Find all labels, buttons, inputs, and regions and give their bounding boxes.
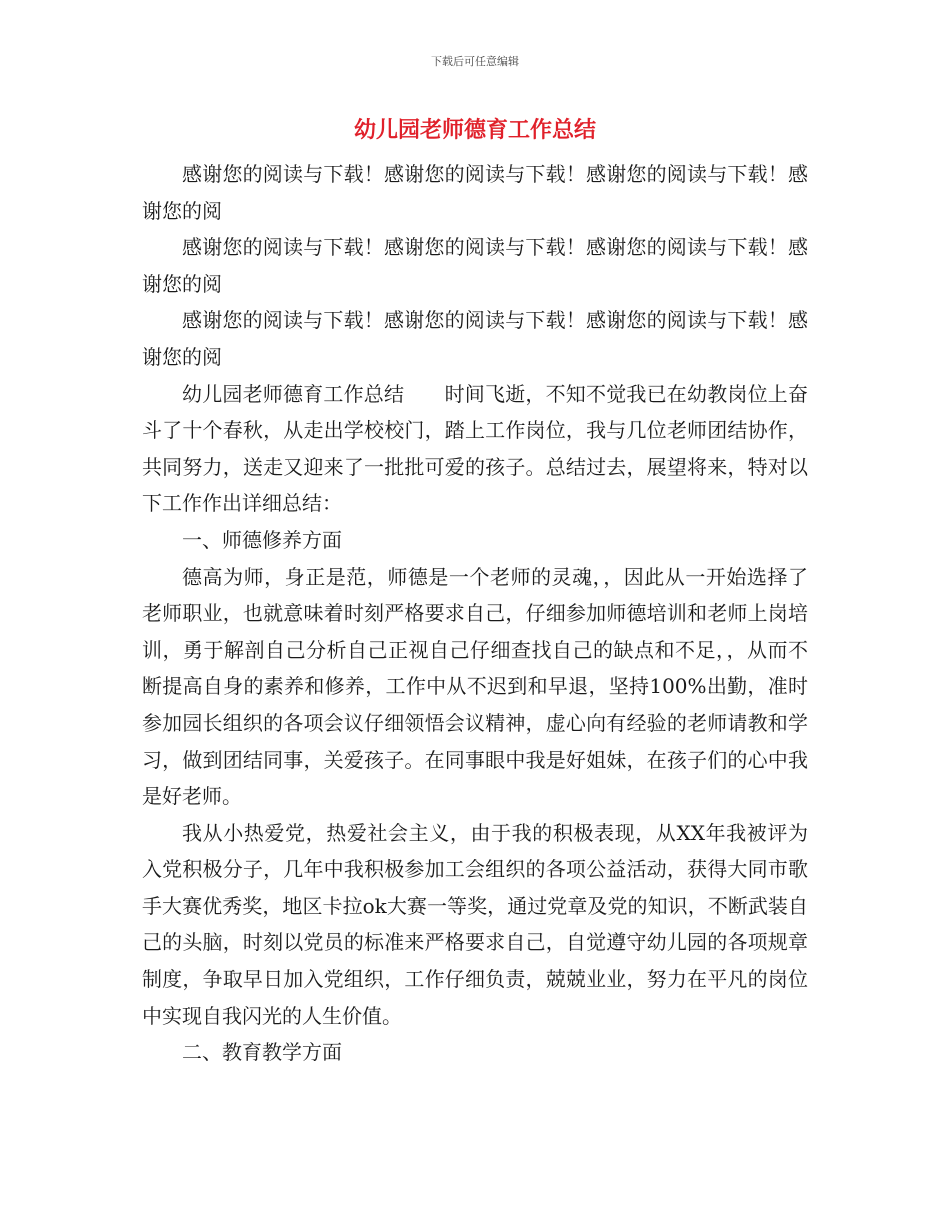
paragraph-party: 我从小热爱党，热爱社会主义，由于我的积极表现，从XX年我被评为入党积极分子，几年中我积极参加工会组织的各项公益活动，获得大同市歌手大赛优秀奖，地区卡拉ok大赛一等奖，通过党章及党的知识，不断武装自己的头脑，时刻以党员的标准来严格要求自己，自觉遵守幼儿园的各项规章制度，争取早日加入党组织，工作仔细负责，兢兢业业，努力在平凡的岗位中实现自我闪光的人生价值。 [142,820,808,1028]
page-header: 下载后可任意编辑 [431,55,519,68]
document-title: 幼儿园老师德育工作总结 [353,118,596,143]
paragraph-thanks-3: 感谢您的阅读与下载！感谢您的阅读与下载！感谢您的阅读与下载！感谢您的阅 [142,308,808,369]
section-heading-teaching: 二、教育教学方面 [182,1040,342,1065]
paragraph-thanks-2: 感谢您的阅读与下载！感谢您的阅读与下载！感谢您的阅读与下载！感谢您的阅 [142,235,808,296]
paragraph-ethics: 德高为师，身正是范，师德是一个老师的灵魂，，因此从一开始选择了老师职业，也就意味着时刻严格要求自己，仔细参加师德培训和老师上岗培训，勇于解剖自己分析自己正视自己仔细查找自己的缺点和不足，，从而不断提高自身的素养和修养，工作中从不迟到和早退，坚持100%出勤，准时参加园长组织的各项会议仔细领悟会议精神，虚心向有经验的老师请教和学习，做到团结同事，关爱孩子。在同事眼中我是好姐妹，在孩子们的心中我是好老师。 [142,564,808,809]
section-heading-ethics: 一、师德修养方面 [182,527,342,552]
paragraph-intro: 幼儿园老师德育工作总结 时间飞逝，不知不觉我已在幼教岗位上奋斗了十个春秋，从走出学校校门，踏上工作岗位，我与几位老师团结协作，共同努力，送走又迎来了一批批可爱的孩子。总结过去，展望将来，特对以下工作作出详细总结： [142,381,808,516]
paragraph-thanks-1: 感谢您的阅读与下载！感谢您的阅读与下载！感谢您的阅读与下载！感谢您的阅 [142,162,808,223]
document-body [142,156,808,1071]
